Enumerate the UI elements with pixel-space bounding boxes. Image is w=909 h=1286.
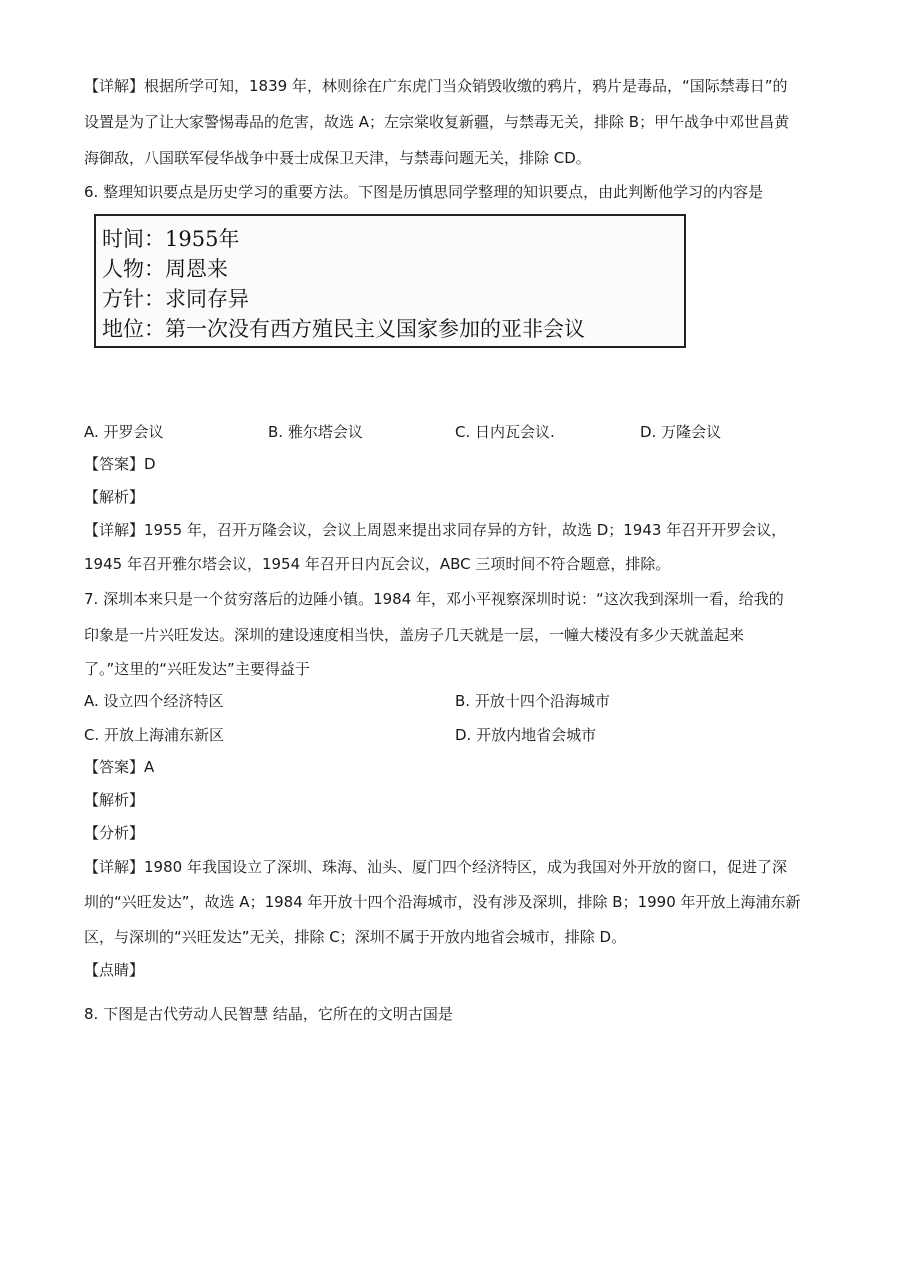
q7-stem-line-3: 了。”这里的“兴旺发达”主要得益于 bbox=[84, 660, 310, 678]
q8-stem: 8. 下图是古代劳动人民智慧 结晶，它所在的文明古国是 bbox=[84, 1005, 453, 1023]
q6-option-c: C. 日内瓦会议. bbox=[455, 423, 555, 441]
q6-option-a: A. 开罗会议 bbox=[84, 423, 164, 441]
q5-detail-line-3: 海御敌，八国联军侵华战争中聂士成保卫天津，与禁毒问题无关，排除 CD。 bbox=[84, 149, 591, 167]
q6-stem: 6. 整理知识要点是历史学习的重要方法。下图是历慎思同学整理的知识要点，由此判断他学习的内容是 bbox=[84, 183, 764, 201]
q7-dianjing-label: 【点睛】 bbox=[84, 961, 145, 979]
box-row-status: 地位：第一次没有西方殖民主义国家参加的亚非会议 bbox=[102, 317, 585, 341]
q7-detail-line-1: 【详解】1980 年我国设立了深圳、珠海、汕头、厦门四个经济特区，成为我国对外开放的窗口，促进了深 bbox=[84, 858, 787, 876]
q6-option-d: D. 万隆会议 bbox=[640, 423, 722, 441]
q5-detail-line-2: 设置是为了让大家警惕毒品的危害，故选 A；左宗棠收复新疆，与禁毒无关，排除 B；甲午战争中邓世昌黄 bbox=[84, 113, 790, 131]
q6-answer: 【答案】D bbox=[84, 455, 156, 473]
q6-detail-line-1: 【详解】1955 年，召开万隆会议，会议上周恩来提出求同存异的方针，故选 D；1943 年召开开罗会议， bbox=[84, 521, 787, 539]
q7-stem-line-2: 印象是一片兴旺发达。深圳的建设速度相当快，盖房子几天就是一层，一幢大楼没有多少天就盖起来 bbox=[84, 626, 745, 644]
q7-detail-line-2: 圳的“兴旺发达”，故选 A；1984 年开放十四个沿海城市，没有涉及深圳，排除 B；1990 年开放上海浦东新 bbox=[84, 893, 801, 911]
q7-option-d: D. 开放内地省会城市 bbox=[455, 726, 597, 744]
q7-detail-line-3: 区，与深圳的“兴旺发达”无关，排除 C；深圳不属于开放内地省会城市，排除 D。 bbox=[84, 928, 627, 946]
q6-detail-line-2: 1945 年召开雅尔塔会议，1954 年召开日内瓦会议，ABC 三项时间不符合题意，排除。 bbox=[84, 555, 671, 573]
q7-option-b: B. 开放十四个沿海城市 bbox=[455, 692, 610, 710]
knowledge-points-box bbox=[94, 214, 686, 348]
box-row-person: 人物：周恩来 bbox=[102, 257, 228, 281]
box-row-time: 时间：1955年 bbox=[102, 227, 240, 251]
q7-option-a: A. 设立四个经济特区 bbox=[84, 692, 224, 710]
q5-detail-line-1: 【详解】根据所学可知，1839 年，林则徐在广东虎门当众销毁收缴的鸦片，鸦片是毒品，“国际禁毒日”的 bbox=[84, 77, 788, 95]
q7-fenxi-label: 【分析】 bbox=[84, 824, 145, 842]
q7-stem-line-1: 7. 深圳本来只是一个贫穷落后的边陲小镇。1984 年，邓小平视察深圳时说：“这次我到深圳一看，给我的 bbox=[84, 590, 784, 608]
q7-analysis-label: 【解析】 bbox=[84, 791, 145, 809]
q7-option-c: C. 开放上海浦东新区 bbox=[84, 726, 225, 744]
q7-answer: 【答案】A bbox=[84, 758, 155, 776]
box-row-policy: 方针：求同存异 bbox=[102, 287, 249, 311]
q6-analysis-label: 【解析】 bbox=[84, 488, 145, 506]
q6-option-b: B. 雅尔塔会议 bbox=[268, 423, 363, 441]
